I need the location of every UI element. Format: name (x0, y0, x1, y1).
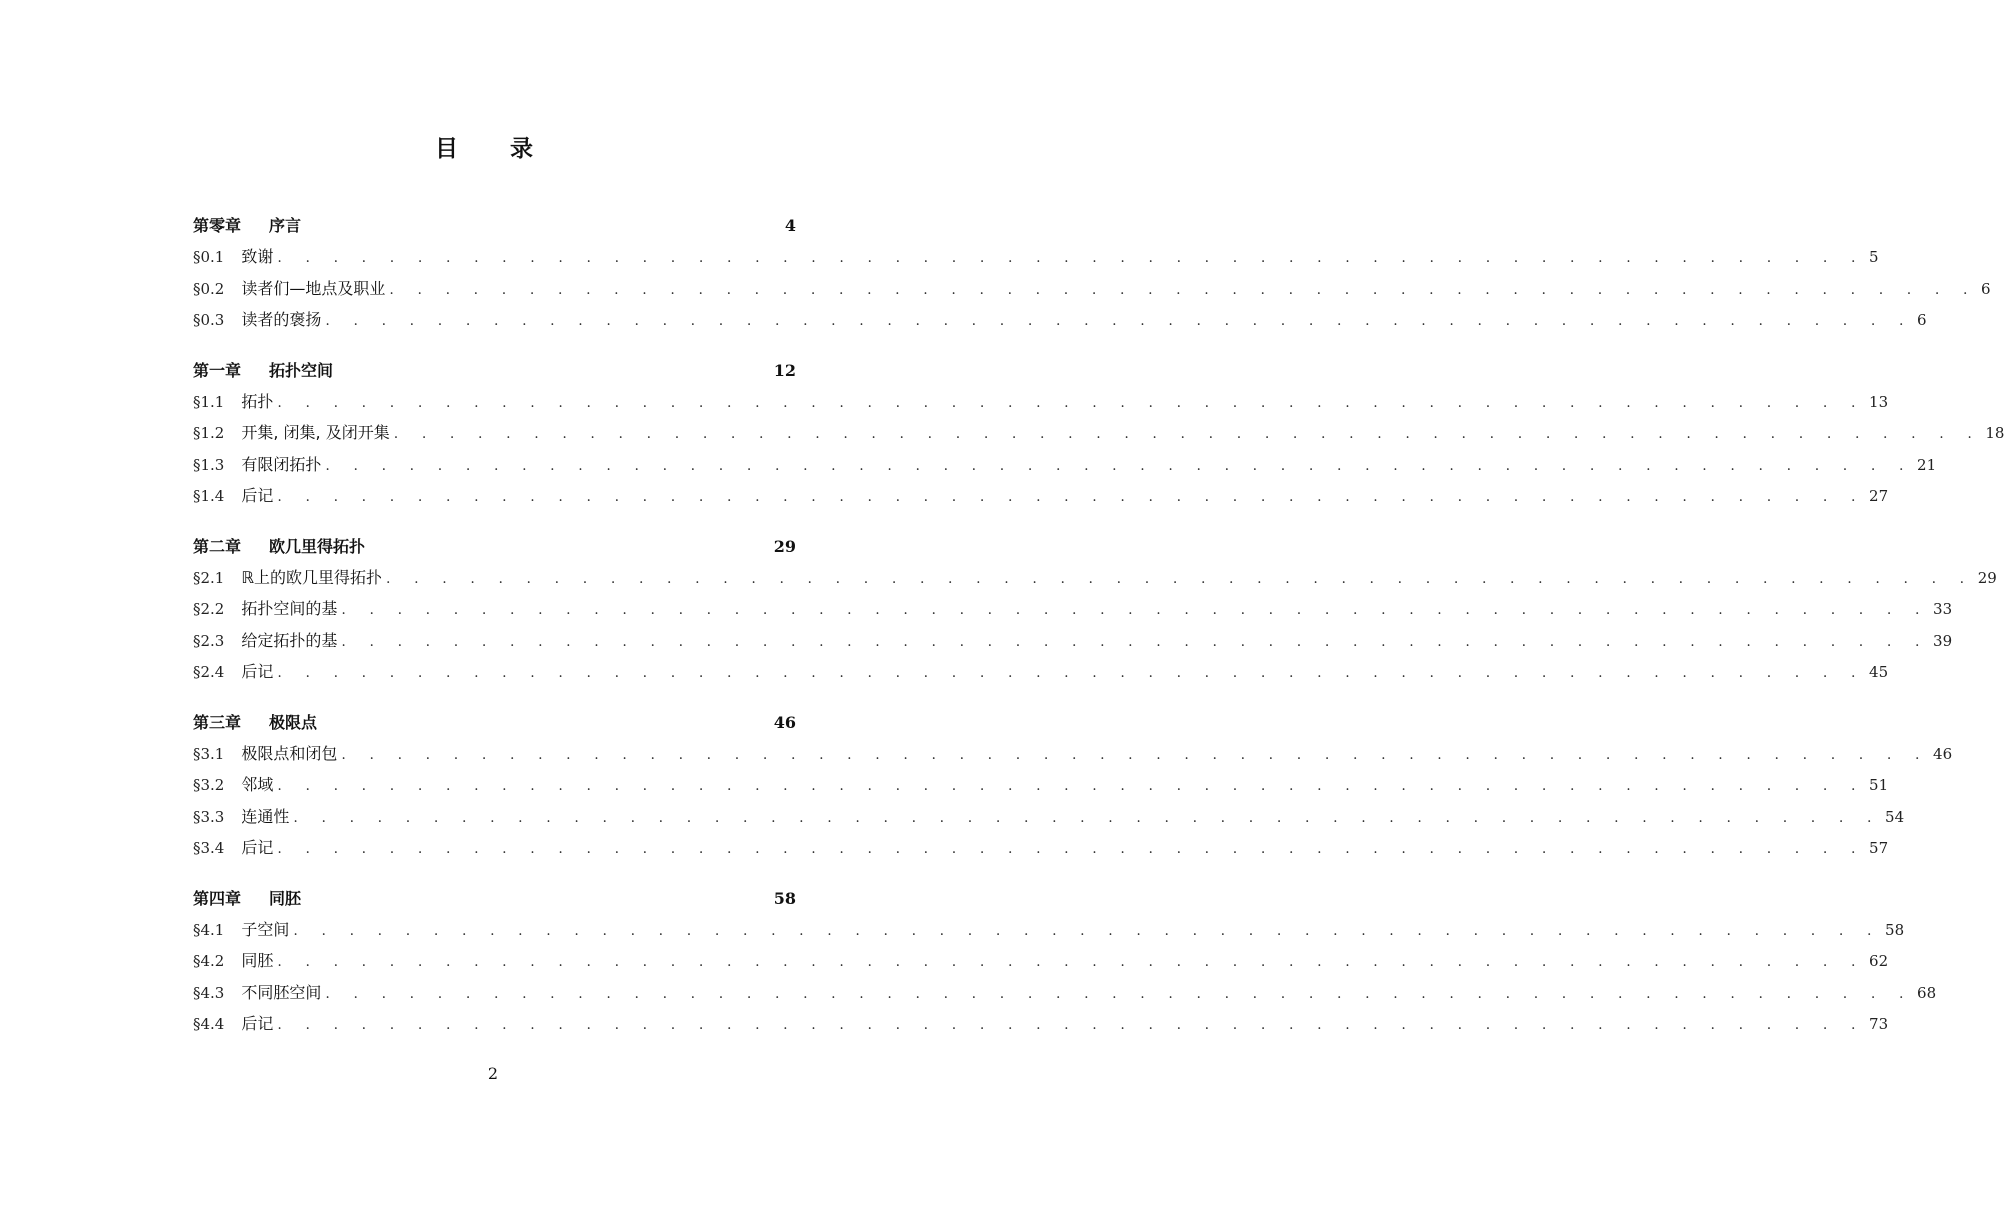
section-number: §1.3 (193, 455, 225, 474)
dot-leader: . . . . . . . . . . . . . . . . . . . . . . . . . . . . . . . . . . . . . . . . . . . . . . . . . . . . . . . . . (325, 457, 1914, 474)
section-title: 邻域 (241, 775, 274, 794)
toc-entry[interactable] (193, 241, 1879, 273)
dot-leader: . . . . . . . . . . . . . . . . . . . . . . . . . . . . . . . . . . . . . . . . . . . . . . . . . . . . . . . . . (325, 313, 1914, 329)
chapter-title: 序言 (269, 216, 302, 235)
section-title: 开集, 闭集, 及闭开集 (241, 423, 390, 442)
section-number: §4.3 (193, 983, 225, 1002)
chapter-number: 第一章 (193, 360, 242, 380)
chapter-3 (193, 707, 1953, 864)
section-title: 后记 (241, 486, 274, 505)
toc-entry[interactable] (193, 593, 1953, 625)
section-page-number: 58 (1885, 920, 1905, 939)
chapter-heading[interactable] (193, 210, 796, 241)
section-title: 同胚 (241, 951, 274, 970)
dot-leader: . . . . . . . . . . . . . . . . . . . . . . . . . . . . . . . . . . . . . . . . . . . . . . . . . . . . . . . . . (277, 1017, 1866, 1033)
chapter-page-number: 46 (773, 712, 796, 732)
section-page-number: 51 (1869, 776, 1889, 794)
chapter-number: 第零章 (193, 216, 242, 235)
toc-entry[interactable] (193, 977, 1937, 1009)
section-title: 读者们—地点及职业 (241, 278, 386, 298)
section-number: §2.4 (193, 663, 225, 681)
dot-leader: . . . . . . . . . . . . . . . . . . . . . . . . . . . . . . . . . . . . . . . . . . . . . . . . . . . . . . . . . (293, 922, 1882, 939)
chapter-title: 同胚 (269, 888, 302, 908)
toc-entry[interactable] (193, 738, 1953, 770)
toc-entry[interactable] (193, 304, 1927, 336)
chapter-number: 第二章 (193, 536, 242, 556)
section-number: §0.2 (193, 279, 225, 298)
chapter-page-number: 4 (784, 216, 796, 235)
toc-entry[interactable] (193, 832, 1889, 864)
section-page-number: 45 (1869, 663, 1889, 681)
section-number: §4.2 (193, 952, 225, 970)
section-number: §4.1 (193, 920, 225, 939)
chapter-page-number: 29 (773, 536, 796, 556)
toc-entry[interactable] (193, 1008, 1889, 1040)
chapter-title: 拓扑空间 (269, 360, 334, 380)
section-number: §0.1 (193, 248, 225, 266)
toc-entry[interactable] (193, 386, 1889, 418)
section-title: 后记 (241, 1014, 274, 1033)
toc-entry[interactable] (193, 625, 1953, 657)
toc-entry[interactable] (193, 656, 1889, 688)
chapter-heading[interactable] (193, 707, 796, 738)
chapter-2 (193, 531, 1997, 688)
chapter-heading[interactable] (193, 531, 796, 562)
chapter-4 (193, 883, 1937, 1040)
section-number: §4.4 (193, 1015, 225, 1033)
dot-leader: . . . . . . . . . . . . . . . . . . . . . . . . . . . . . . . . . . . . . . . . . . . . . . . . . . . . . . . . . (277, 841, 1866, 857)
section-page-number: 21 (1917, 455, 1937, 474)
section-title: 后记 (241, 662, 274, 681)
section-number: §3.1 (193, 744, 225, 763)
table-of-contents (193, 210, 2004, 1059)
section-number: §3.4 (193, 839, 225, 857)
chapter-heading[interactable] (193, 355, 796, 386)
chapter-page-number: 58 (773, 888, 796, 908)
chapter-page-number: 12 (773, 360, 796, 380)
chapter-0 (193, 210, 1991, 336)
section-title: ℝ上的欧几里得拓扑 (241, 567, 383, 587)
section-number: §1.4 (193, 487, 225, 505)
toc-entry[interactable] (193, 769, 1889, 801)
dot-leader: . . . . . . . . . . . . . . . . . . . . . . . . . . . . . . . . . . . . . . . . . . . . . . . . . . . . . . . . . (277, 489, 1866, 505)
section-number: §2.2 (193, 600, 225, 618)
chapter-heading[interactable] (193, 883, 796, 914)
page-number: 2 (487, 1064, 499, 1083)
section-page-number: 54 (1885, 807, 1905, 826)
section-page-number: 27 (1869, 487, 1889, 505)
section-number: §2.3 (193, 631, 225, 650)
toc-entry[interactable] (193, 914, 1905, 946)
section-page-number: 6 (1917, 311, 1927, 329)
section-page-number: 39 (1933, 631, 1953, 650)
toc-entry[interactable] (193, 417, 2004, 449)
chapter-title: 欧几里得拓扑 (269, 536, 366, 556)
dot-leader: . . . . . . . . . . . . . . . . . . . . . . . . . . . . . . . . . . . . . . . . . . . . . . . . . . . . . . . . . (325, 985, 1914, 1002)
dot-leader: . . . . . . . . . . . . . . . . . . . . . . . . . . . . . . . . . . . . . . . . . . . . . . . . . . . . . . . . . (386, 570, 1974, 587)
section-page-number: 46 (1933, 744, 1953, 763)
toc-entry[interactable] (193, 273, 1991, 305)
section-title: 不同胚空间 (241, 982, 322, 1002)
section-title: 后记 (241, 838, 274, 857)
toc-entry[interactable] (193, 801, 1905, 833)
page-title: 目 录 (434, 136, 555, 162)
section-title: 有限闭拓扑 (241, 454, 322, 474)
section-page-number: 18 (1985, 424, 2004, 442)
section-page-number: 13 (1869, 392, 1889, 411)
toc-entry[interactable] (193, 945, 1889, 977)
dot-leader: . . . . . . . . . . . . . . . . . . . . . . . . . . . . . . . . . . . . . . . . . . . . . . . . . . . . . . . . . (341, 602, 1930, 618)
section-page-number: 62 (1869, 952, 1889, 970)
dot-leader: . . . . . . . . . . . . . . . . . . . . . . . . . . . . . . . . . . . . . . . . . . . . . . . . . . . . . . . . . (277, 394, 1866, 411)
section-page-number: 57 (1869, 839, 1889, 857)
toc-entry[interactable] (193, 480, 1889, 512)
section-title: 拓扑空间的基 (241, 599, 338, 618)
section-page-number: 33 (1933, 600, 1953, 618)
section-page-number: 29 (1977, 568, 1997, 587)
section-page-number: 68 (1917, 983, 1937, 1002)
dot-leader: . . . . . . . . . . . . . . . . . . . . . . . . . . . . . . . . . . . . . . . . . . . . . . . . . . . . . . . . . (277, 954, 1866, 970)
dot-leader: . . . . . . . . . . . . . . . . . . . . . . . . . . . . . . . . . . . . . . . . . . . . . . . . . . . . . . . . . (277, 250, 1866, 266)
section-number: §1.1 (193, 392, 225, 411)
section-number: §0.3 (193, 311, 225, 329)
dot-leader: . . . . . . . . . . . . . . . . . . . . . . . . . . . . . . . . . . . . . . . . . . . . . . . . . . . . . . . . . (389, 281, 1978, 298)
dot-leader: . . . . . . . . . . . . . . . . . . . . . . . . . . . . . . . . . . . . . . . . . . . . . . . . . . . . . . . . . (293, 809, 1882, 826)
section-title: 拓扑 (241, 391, 274, 411)
dot-leader: . . . . . . . . . . . . . . . . . . . . . . . . . . . . . . . . . . . . . . . . . . . . . . . . . . . . . . . . . (341, 746, 1930, 763)
chapter-number: 第四章 (193, 888, 242, 908)
section-page-number: 5 (1869, 248, 1879, 266)
chapter-1 (193, 355, 2004, 512)
dot-leader: . . . . . . . . . . . . . . . . . . . . . . . . . . . . . . . . . . . . . . . . . . . . . . . . . . . . . . . . . (277, 665, 1866, 681)
section-title: 子空间 (241, 919, 290, 939)
section-title: 致谢 (241, 247, 274, 266)
chapter-number: 第三章 (193, 712, 242, 732)
section-number: §2.1 (193, 568, 225, 587)
section-number: §3.2 (193, 776, 225, 794)
section-title: 连通性 (241, 806, 290, 826)
toc-entry[interactable] (193, 449, 1937, 481)
chapter-title: 极限点 (269, 712, 318, 732)
toc-entry[interactable] (193, 562, 1997, 594)
dot-leader: . . . . . . . . . . . . . . . . . . . . . . . . . . . . . . . . . . . . . . . . . . . . . . . . . . . . . . . . . (393, 426, 1982, 442)
section-page-number: 6 (1981, 279, 1991, 298)
section-number: §1.2 (193, 424, 225, 442)
section-title: 给定拓扑的基 (241, 630, 338, 650)
dot-leader: . . . . . . . . . . . . . . . . . . . . . . . . . . . . . . . . . . . . . . . . . . . . . . . . . . . . . . . . . (341, 633, 1930, 650)
section-page-number: 73 (1869, 1015, 1889, 1033)
section-title: 读者的褒扬 (241, 310, 322, 329)
dot-leader: . . . . . . . . . . . . . . . . . . . . . . . . . . . . . . . . . . . . . . . . . . . . . . . . . . . . . . . . . (277, 778, 1866, 794)
section-title: 极限点和闭包 (241, 743, 338, 763)
section-number: §3.3 (193, 807, 225, 826)
